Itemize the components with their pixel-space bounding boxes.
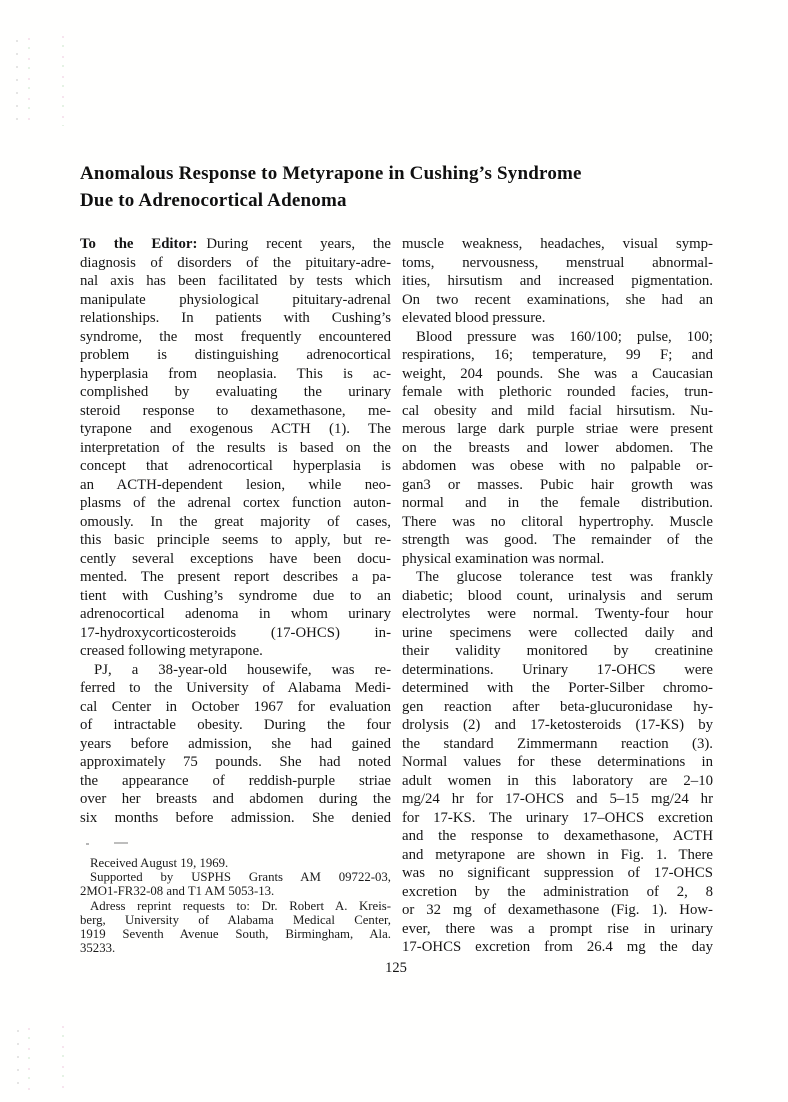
right-column-line: the standard Zimmermann reaction (3). [402,735,713,752]
left-column-line: cal Center in October 1967 for evaluation [80,698,391,715]
salutation-bold: To the Editor: [80,236,198,252]
right-column-line: strength was good. The remainder of the [402,532,713,548]
left-column-line: hyperplasia from neoplasia. This is ac- [80,365,391,382]
footnote [80,856,391,955]
left-column-line: tient with Cushing’s syndrome due to an [80,587,391,604]
right-column-line: female with plethoric rounded facies, trun- [402,384,713,400]
scan-artifact-dots [62,36,64,126]
right-column-line: or 32 mg of dexamethasone (Fig. 1). How- [402,902,713,918]
page-number: 125 [385,960,407,976]
right-column-line: mg/24 hr for 17-OHCS and 5–15 mg/24 hr [402,791,713,807]
right-column-line: gan3 or masses. Pubic hair growth was [402,476,713,493]
footnote-line: 2MO1-FR32-08 and T1 AM 5053-13. [80,884,275,899]
left-column-line: To the Editor: During recent years, the [80,236,391,252]
left-column-line: adrenocortical adenoma in whom urinary [80,606,391,622]
right-column-line: Blood pressure was 160/100; pulse, 100; [416,328,713,345]
left-column-line: years before admission, she had gained [80,735,391,752]
scan-artifact-dots [16,40,18,120]
left-column-line: diagnosis of disorders of the pituitary-adre- [80,254,391,271]
footnote-line: Adress reprint requests to: Dr. Robert A. Kreis- [90,898,391,913]
footnote-line: 1919 Seventh Avenue South, Birmingham, Ala. [80,926,391,941]
left-column-line: creased following metyrapone. [80,643,263,659]
right-column-line: cal obesity and mild facial hirsutism. Nu- [402,402,713,419]
right-column-line: on the breasts and lower abdomen. The [402,439,713,456]
right-column-line: 17-OHCS excretion from 26.4 mg the day [402,939,713,955]
article-title [80,160,720,214]
footnote-line: Supported by USPHS Grants AM 09722-03, [90,870,391,885]
right-column-line: physical examination was normal. [402,550,605,567]
left-column-line: interpretation of the results is based on the [80,439,391,456]
left-column-line: omously. In the great majority of cases, [80,513,391,530]
footnote-line: Received August 19, 1969. [90,856,229,870]
right-column-line: excretion by the administration of 2, 8 [402,883,713,900]
right-column-line: and metyrapone are shown in Fig. 1. There [402,846,713,863]
left-column-line: an ACTH-dependent lesion, while neo- [80,476,391,493]
scan-artifact-dot [86,843,89,845]
right-column-line: determinations. Urinary 17-OHCS were [402,661,713,678]
right-column-line: ities, hirsutism and increased pigmentation. [402,273,713,289]
right-column-line: urine specimens were collected daily and [402,624,713,641]
right-column-line: respirations, 16; temperature, 99 F; and [402,347,713,363]
left-column-line: complished by evaluating the urinary [80,384,391,400]
right-column-line: There was no clitoral hypertrophy. Muscle [402,513,713,530]
right-column-line: determined with the Porter-Silber chromo- [402,680,713,696]
right-column-line: for 17-KS. The urinary 17–OHCS excretion [402,809,713,826]
article-title-line2: Due to Adrenocortical Adenoma [80,190,347,211]
right-column-line: abdomen was obese with no palpable or- [402,458,713,474]
left-column-line: syndrome, the most frequently encountered [80,328,391,345]
scan-artifact-dots [28,38,30,122]
right-column-line: diabetic; blood count, urinalysis and serum [402,587,713,604]
right-column-line: electrolytes were normal. Twenty-four hour [402,606,713,622]
right-column-line: was no significant suppression of 17-OHCS [402,865,713,881]
left-column-line: 17-hydroxycorticosteroids (17-OHCS) in- [80,624,391,641]
right-column-line: toms, nervousness, menstrual abnormal- [402,254,713,271]
left-column-line: nal axis has been facilitated by tests which [80,273,391,289]
left-column-line: six months before admission. She denied [80,809,391,826]
footnote-line: 35233. [80,941,116,956]
left-column-line: tyrapone and exogenous ACTH (1). The [80,421,391,437]
article-title-line1: Anomalous Response to Metyrapone in Cushing’s Syndrome [80,163,582,184]
right-column-line: drolysis (2) and 17-ketosteroids (17-KS) by [402,717,713,733]
right-column-line: weight, 204 pounds. She was a Caucasian [402,365,713,382]
right-column-line: gen reaction after beta-glucuronidase hy- [402,698,713,715]
right-column-line: their validity monitored by creatinine [402,643,713,659]
right-column-line: and the response to dexamethasone, ACTH [402,828,713,844]
right-column-line: normal and in the female distribution. [402,495,713,511]
left-column-line: cently several exceptions have been docu- [80,550,391,567]
left-column-line: over her breasts and abdomen during the [80,791,391,807]
scan-artifact-dots [28,1028,30,1090]
left-column-line: mented. The present report describes a pa- [80,569,391,585]
scan-artifact-dots [62,1026,64,1090]
left-column-line: of intractable obesity. During the four [80,717,391,733]
right-column-line: The glucose tolerance test was frankly [416,569,713,585]
footnote-line: berg, University of Alabama Medical Center, [80,912,391,927]
left-column-line: steroid response to dexamethasone, me- [80,402,391,419]
scan-artifact-dots [17,1030,19,1088]
left-column-line: this basic principle seems to apply, but re- [80,532,391,548]
left-column-line: relationships. In patients with Cushing’s [80,310,391,326]
right-column-line: adult women in this laboratory are 2–10 [402,772,713,789]
left-column-line: PJ, a 38-year-old housewife, was re- [94,661,391,678]
right-column-line: Normal values for these determinations in [402,754,713,770]
left-column-line: approximately 75 pounds. She had noted [80,754,391,770]
right-column-line: On two recent examinations, she had an [402,291,713,308]
right-column-line: elevated blood pressure. [402,310,546,326]
left-column-line: plasms of the adrenal cortex function auton- [80,495,391,511]
left-column-line: ferred to the University of Alabama Medi- [80,680,391,696]
right-column-line: ever, there was a prompt rise in urinary [402,920,713,937]
right-column-line: merous large dark purple striae were present [402,421,713,437]
right-column-line: muscle weakness, headaches, visual symp- [402,236,713,252]
left-column [80,235,391,827]
right-column [402,235,713,957]
left-column-line: concept that adrenocortical hyperplasia is [80,458,391,474]
left-column-line: manipulate physiological pituitary-adrenal [80,291,391,308]
left-column-line: problem is distinguishing adrenocortical [80,347,391,363]
left-column-line: the appearance of reddish-purple striae [80,772,391,789]
scan-artifact-dash [114,842,128,844]
